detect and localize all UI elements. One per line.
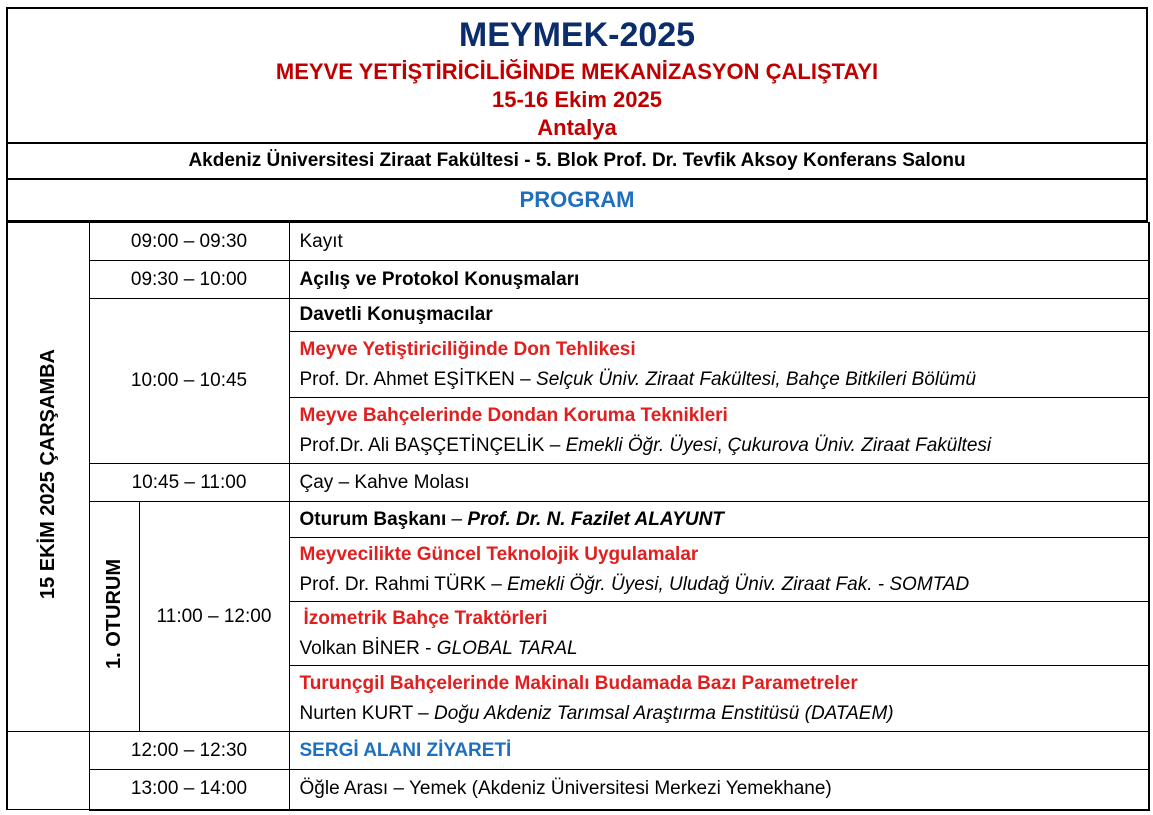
separator: – bbox=[412, 702, 434, 724]
event-subtitle: MEYVE YETİŞTİRİCİLİĞİNDE MEKANİZASYON ÇALIŞTAYI bbox=[275, 59, 879, 84]
time-cell: 13:00 – 14:00 bbox=[89, 770, 289, 810]
talk-speaker-line bbox=[300, 570, 1149, 600]
talk-cell bbox=[289, 602, 1149, 666]
header bbox=[6, 7, 1148, 142]
talk-cell bbox=[289, 666, 1149, 732]
talk-title: Meyvecilikte Güncel Teknolojik Uygulamalar bbox=[299, 543, 699, 565]
speaker-name: Prof. Dr. Rahmi TÜRK bbox=[299, 573, 487, 595]
talk-cell bbox=[289, 538, 1149, 602]
day-label: 15 EKİM 2025 ÇARŞAMBA bbox=[36, 348, 59, 600]
speaker-affiliation: Doğu Akdeniz Tarımsal Araştırma Enstitüsü (DATAEM) bbox=[433, 702, 894, 724]
chair-cell bbox=[289, 502, 1149, 538]
time-cell: 10:45 – 11:00 bbox=[89, 464, 289, 502]
table-row bbox=[7, 770, 1149, 810]
table-row bbox=[7, 299, 1149, 332]
day-cell bbox=[7, 223, 89, 732]
separator: - bbox=[419, 637, 437, 659]
item-cell: Kayıt bbox=[289, 223, 1149, 261]
event-date: 15-16 Ekim 2025 bbox=[491, 87, 663, 112]
separator: – bbox=[514, 368, 537, 390]
separator: , bbox=[716, 434, 728, 456]
time-cell: 09:30 – 10:00 bbox=[89, 261, 289, 299]
speaker-affiliation: Emekli Öğr. Üyesi, Uludağ Üniv. Ziraat Fak. - SOMTAD bbox=[507, 573, 970, 595]
table-row bbox=[7, 261, 1149, 299]
invited-speakers-heading: Davetli Konuşmacılar bbox=[289, 299, 1149, 332]
speaker-name: Prof.Dr. Ali BAŞÇETİNÇELİK bbox=[299, 434, 545, 456]
chair-name: Prof. Dr. N. Fazilet ALAYUNT bbox=[467, 508, 724, 530]
time-cell: 11:00 – 12:00 bbox=[139, 502, 289, 732]
speaker-name: Volkan BİNER bbox=[299, 637, 420, 659]
day-cell-continued bbox=[7, 732, 89, 810]
program-page bbox=[6, 7, 1148, 811]
talk-title: İzometrik Bahçe Traktörleri bbox=[303, 607, 548, 629]
talk-cell bbox=[289, 398, 1149, 464]
table-row bbox=[7, 502, 1149, 538]
schedule-table bbox=[6, 222, 1150, 811]
talk-speaker-line bbox=[300, 365, 1149, 395]
speaker-affiliation-2: Çukurova Üniv. Ziraat Fakültesi bbox=[727, 434, 992, 456]
time-cell: 09:00 – 09:30 bbox=[89, 223, 289, 261]
separator: – bbox=[446, 508, 468, 530]
item-cell: SERGİ ALANI ZİYARETİ bbox=[289, 732, 1149, 770]
talk-speaker-line bbox=[300, 699, 1149, 729]
speaker-affiliation: GLOBAL TARAL bbox=[436, 637, 578, 659]
talk-title: Meyve Yetiştiriciliğinde Don Tehlikesi bbox=[299, 338, 636, 360]
session-cell bbox=[89, 502, 139, 732]
session-label: 1. OTURUM bbox=[102, 558, 125, 669]
speaker-affiliation: Emekli Öğr. Üyesi bbox=[565, 434, 717, 456]
separator: – bbox=[486, 573, 508, 595]
item-cell: Çay – Kahve Molası bbox=[289, 464, 1149, 502]
table-row bbox=[7, 732, 1149, 770]
talk-speaker-line bbox=[300, 431, 1149, 461]
time-cell: 10:00 – 10:45 bbox=[89, 299, 289, 464]
talk-cell bbox=[289, 332, 1149, 398]
table-row bbox=[7, 223, 1149, 261]
time-cell: 12:00 – 12:30 bbox=[89, 732, 289, 770]
item-cell: Öğle Arası – Yemek (Akdeniz Üniversitesi Merkezi Yemekhane) bbox=[289, 770, 1149, 810]
table-row bbox=[7, 464, 1149, 502]
talk-title: Turunçgil Bahçelerinde Makinalı Budamada Bazı Parametreler bbox=[299, 672, 858, 694]
talk-title: Meyve Bahçelerinde Dondan Koruma Teknikleri bbox=[299, 404, 728, 426]
speaker-affiliation: Selçuk Üniv. Ziraat Fakültesi, Bahçe Bitkileri Bölümü bbox=[536, 368, 977, 390]
separator: – bbox=[544, 434, 566, 456]
program-label: PROGRAM bbox=[6, 180, 1148, 222]
chair-label: Oturum Başkanı bbox=[299, 508, 447, 530]
speaker-name: Prof. Dr. Ahmet EŞİTKEN bbox=[299, 368, 515, 390]
speaker-name: Nurten KURT bbox=[299, 702, 413, 724]
item-cell: Açılış ve Protokol Konuşmaları bbox=[289, 261, 1149, 299]
event-title: MEYMEK-2025 bbox=[458, 16, 696, 54]
venue: Akdeniz Üniversitesi Ziraat Fakültesi - 5. Blok Prof. Dr. Tevfik Aksoy Konferans Salonu bbox=[6, 142, 1148, 180]
event-city: Antalya bbox=[537, 115, 617, 140]
talk-speaker-line bbox=[300, 634, 1149, 664]
